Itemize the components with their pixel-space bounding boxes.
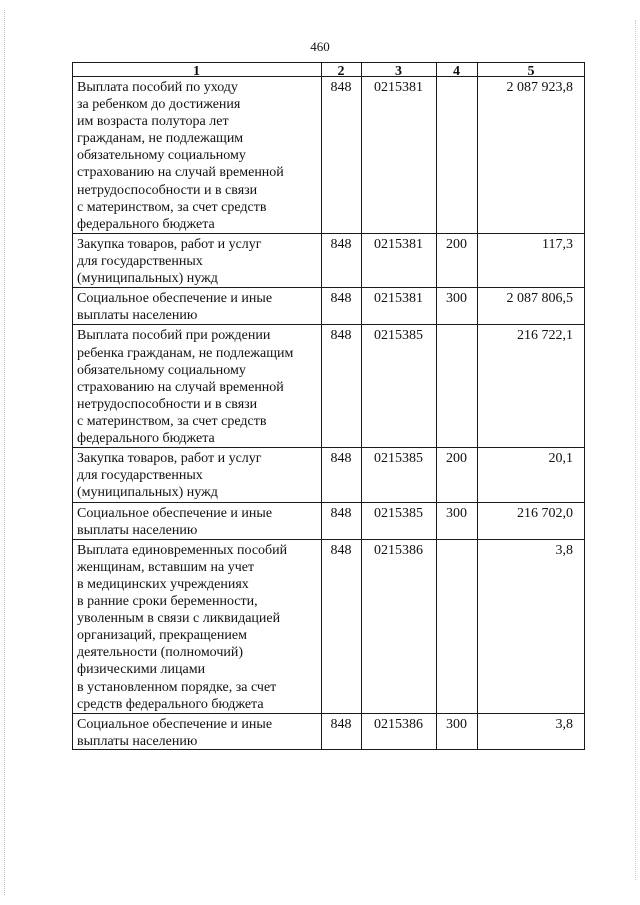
table-cell-target: 0215385	[374, 328, 423, 344]
table-cell-amount: 20,1	[548, 451, 573, 467]
column-divider	[361, 62, 362, 750]
column-divider	[436, 62, 437, 750]
header-cell: 3	[395, 64, 402, 76]
column-divider	[321, 62, 322, 750]
table-cell-code: 848	[330, 542, 352, 558]
row-divider	[72, 324, 585, 325]
table-cell-name: Социальное обеспечение и иные выплаты населению	[77, 291, 273, 324]
table-cell-name: Закупка товаров, работ и услуг для государственных (муниципальных) нужд	[77, 236, 262, 287]
table-cell-code: 848	[330, 505, 352, 521]
table-cell-code: 848	[330, 80, 352, 95]
header-cell: 1	[193, 64, 200, 76]
table-cell-amount: 3,8	[555, 542, 573, 558]
table-cell-type: 200	[446, 451, 467, 467]
row-divider	[72, 287, 585, 288]
header-cell: 2	[337, 64, 345, 76]
row-divider	[72, 713, 585, 714]
table-cell-code: 848	[330, 716, 352, 732]
table-cell-amount: 3,8	[555, 716, 573, 732]
table-cell-type: 200	[446, 236, 467, 252]
table-cell-code: 848	[330, 291, 352, 307]
table-cell-target: 0215381	[374, 291, 423, 307]
row-divider	[72, 539, 585, 540]
table-cell-type: 300	[446, 505, 467, 521]
scan-edge-right	[635, 20, 636, 880]
table-cell-amount: 216 722,1	[517, 328, 573, 344]
table-border-side	[72, 62, 73, 750]
table-cell-target: 0215386	[374, 716, 423, 732]
table-cell-name: Закупка товаров, работ и услуг для государственных (муниципальных) нужд	[77, 451, 262, 501]
budget-table	[72, 62, 585, 750]
table-cell-amount: 2 087 923,8	[506, 80, 573, 95]
header-divider	[72, 76, 585, 77]
table-cell-type	[436, 540, 477, 713]
table-cell-amount: 2 087 806,5	[506, 291, 573, 307]
table-cell-target: 0215385	[374, 451, 423, 467]
table-cell-code: 848	[330, 451, 352, 467]
table-cell-amount: 216 702,0	[517, 505, 573, 521]
scan-edge-left	[4, 10, 5, 895]
table-cell-code: 848	[330, 328, 352, 344]
table-cell-type	[436, 77, 477, 233]
table-cell-name: Выплата пособий по уходу за ребенком до достижения им возраста полутора лет гражданам, не подлежащим обязательному социальному страхованию на случай временной нетрудоспособности и в связи с материнством, за счет средств федерального бюджета	[77, 80, 284, 232]
table-cell-name: Выплата единовременных пособий женщинам, вставшим на учет в медицинских учреждениях в ранние сроки беременности, уволенным в связи с ликвидацией организаций, прекращением деятельности (полномочий) физическими лицами в установленном порядке, за счет средств федерального бюджета	[77, 542, 288, 712]
row-divider	[72, 233, 585, 234]
page-number: 460	[310, 39, 330, 54]
table-cell-type: 300	[446, 716, 467, 732]
table-cell-name: Социальное обеспечение и иные выплаты населению	[77, 505, 273, 538]
table-cell-type: 300	[446, 291, 467, 307]
table-border-side	[584, 62, 585, 750]
column-divider	[477, 62, 478, 750]
table-cell-target: 0215385	[374, 505, 423, 521]
table-cell-code: 848	[330, 236, 352, 252]
row-divider	[72, 447, 585, 448]
table-cell-target: 0215381	[374, 236, 423, 252]
table-cell-type	[436, 325, 477, 447]
table-border-bottom	[72, 749, 585, 750]
table-cell-amount: 117,3	[542, 236, 573, 252]
table-cell-target: 0215381	[374, 80, 423, 95]
table-cell-name: Выплата пособий при рождении ребенка гражданам, не подлежащим обязательному социальному страхованию на случай временной нетрудоспособности и в связи с материнством, за счет средств федерального бюджета	[77, 328, 294, 447]
header-cell: 5	[527, 64, 535, 76]
table-border-top	[72, 62, 585, 63]
row-divider	[72, 502, 585, 503]
table-cell-name: Социальное обеспечение и иные выплаты населению	[77, 716, 273, 749]
table-cell-target: 0215386	[374, 542, 423, 558]
header-cell: 4	[453, 64, 460, 76]
